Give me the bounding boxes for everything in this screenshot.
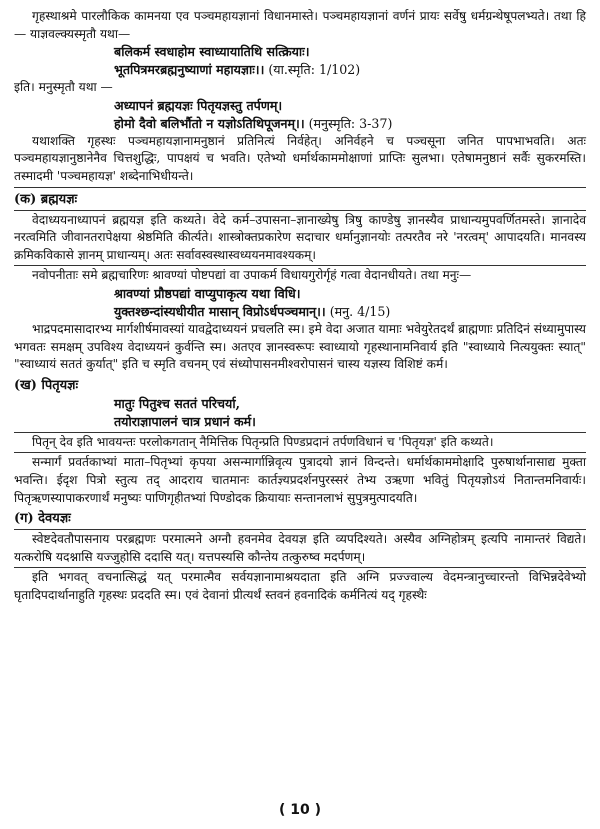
section-heading-pitruyajna: (ख) पितृयज्ञः: [14, 377, 79, 393]
verse-yajnavalkya: [114, 43, 586, 79]
paragraph-bhagavat: इति भगवत् वचनात्सिद्धं यत् परमात्मैव सर्वयज्ञानामाश्रयदाता इति अग्नि प्रज्ज्वाल्य वेदमन्त्रानुच्चारन्तो विभिन्नदेवेभ्यो घृतादिपदार्थानाहुति गृहस्थः प्रददति स्म। एवं देवानां प्रीत्यर्थं स्तवनं हवनादिकं कर्मनित्यं यद् गृहस्थैः: [14, 570, 586, 602]
divider: [14, 529, 586, 530]
verse-manu: [114, 97, 586, 133]
verse-reference: (मनुस्मृति: 3-37): [304, 115, 393, 131]
paragraph-sanmarga: सन्मार्गं प्रवर्तकाभ्यां माता–पितृभ्यां कृपया असन्मार्गान्निवृत्य पुत्रादयो ज्ञानं विन्दन्ते। धर्मार्थकाममोक्षादि पुरुषार्थानासाद्य मुक्ता भवन्ति। ईदृश पित्रो स्तुत्य तद् आदराय चातमानः कार्तज्ञ्यप्रदर्शनपुरस्सरं तेभ्य उऋणा भवितुं पितृयज्ञोऽयं नितान्तमनिवार्यः। पितृऋणस्यापाकरणार्थं मनुष्यः पाणिगृहीतभ्यां पिण्डोदक क्रियायाः सन्तानलाभं सुपुत्रमुत्पादयति।: [14, 455, 586, 505]
paragraph-navopanita: नवोपनीताः समे ब्रह्मचारिणः श्रावण्यां पोष्टपद्यां वा उपाकर्म विधायगुरोर्गृहं गत्वा वेदानधीयते। तथा मनुः—: [32, 268, 472, 283]
paragraph-devayajna: स्वेष्टदेवतौपासनाय परब्रह्मणः परमात्मने अग्नौ हवनमेव देवयज्ञ इति व्यपदिश्यते। अस्यैव अग्निहोत्रम् इत्यपि नामान्तरं विद्यते। यत्करोषि यदश्नासि यज्जुहोसि ददासि यत्। यत्तपस्यसि कौन्तेय तत्कुरुष्व मदर्पणम्।: [14, 532, 586, 564]
paragraph-manu-intro: इति। मनुस्मृतौ यथा —: [14, 80, 113, 95]
verse-reference: (या.स्मृति: 1/102): [264, 62, 361, 78]
section-heading-devayajna: (ग) देवयज्ञः: [14, 511, 71, 527]
verse-line: तयोराज्ञापालनं चात्र प्रधानं कर्म।: [114, 413, 256, 429]
verse-text: युक्तश्छन्दांस्यधीयीत मासान् विप्रोऽर्धपञ्चमान्।।: [114, 303, 326, 319]
paragraph-yathashakti: यथाशक्ति गृहस्थः पञ्चमहायज्ञानामनुष्ठानं प्रतिनित्यं निर्वहेत्। अनिर्वहने च पञ्चसूना जनित पापभाभवति। अतः पञ्चमहायज्ञानुष्ठानेनैव चित्तशुद्धिः, पापक्षयं च भवति। एतेभ्यो धर्मार्थकाममोक्षाणां प्राप्तिः सुलभा। एतेषामनुष्ठानं सर्वैः सुकरमस्ति। तस्मादमी 'पञ्चमहायज्ञ' शब्देनाभिधीयन्ते।: [14, 133, 586, 183]
page-number: ( 10 ): [278, 802, 322, 818]
divider: [14, 432, 586, 433]
verse-line: अध्यापनं ब्रह्मयज्ञः पितृयज्ञस्तु तर्पणम्।: [114, 97, 283, 113]
divider: [14, 187, 586, 188]
verse-reference: (मनु. 4/15): [325, 303, 391, 319]
verse-text: भूतपित्रमरब्रह्मनुष्याणां महायज्ञाः।।: [114, 62, 265, 78]
verse-text: होमो दैवो बलिर्भौतो न यज्ञोऽतिथिपूजनम्।।: [114, 115, 305, 131]
paragraph-pitrun: पितृन् देव इति भावयन्तः परलोकगतान् नैमित्तिक पितृन्प्रति पिण्डप्रदानं तर्पणविधानं च 'पितृयज्ञ' इति कथ्यते।: [32, 434, 494, 449]
divider: [14, 210, 586, 211]
divider: [14, 452, 586, 453]
document-page: [14, 8, 586, 604]
verse-shravanyam: [114, 285, 586, 321]
paragraph-brahmayajna: वेदाध्ययनाध्यापनं ब्रह्मयज्ञ इति कथ्यते। वेदे कर्म–उपासना–ज्ञानाख्येषु त्रिषु काण्डेषु ज्ञानस्यैव प्राधान्यमुपवर्णितमस्ते। ज्ञानादेव नरत्वमिति जीवानतरापेक्षया श्रेष्ठमिति कीर्त्यते। शास्त्रोक्तप्रकारेण सदाचार धर्मानुज्ञानयोः तत्परतैव नरे 'नरत्वम्' आपादयति। मानवस्य क्रमिकविकासे ज्ञानम् प्राधान्यम्। अतः सर्वावस्वस्थास्वध्ययनमावश्यकम्।: [14, 212, 586, 262]
divider: [14, 265, 586, 266]
verse-line: [114, 303, 586, 321]
paragraph-intro: गृहस्थाश्रमे पारलौकिक कामनया एव पञ्चमहायज्ञानां विधानमास्ते। पञ्चमहायज्ञानां वर्णनं प्रायः सर्वेषु धर्मग्रन्थेषूपलभ्यते। तथा हि — याज्ञवल्क्यस्मृतौ यथा—: [14, 9, 586, 41]
verse-line: [114, 61, 586, 79]
verse-line: [114, 115, 586, 133]
paragraph-bhadrapada: भाद्रपदमासादारभ्य मार्गशीर्षमावस्यां यावद्वेदाध्ययनं प्रचलति स्म। इमे वेदा अजात यामाः भवेयुरेतदर्थं ब्राह्मणाः प्रतिदिनं संध्यामुपास्य भगवतः समक्षम् उपविश्य वेदाध्ययनं कुर्वन्ति स्म। अतएव ज्ञानस्वरूपः स्वाध्यायो गृहस्थानामनिवार्य इति "स्वाध्याये नित्ययुक्तः स्यात्" "स्वाध्यायं सततं कुर्यात्" इति च स्मृति वचनम् एवं संध्योपासनमीश्वरोपासनं चास्य यज्ञस्य विशिष्टं कर्म।: [14, 321, 586, 372]
verse-line: मातुः पितुश्च सततं परिचर्या,: [114, 395, 240, 411]
verse-line: श्रावण्यां प्रौष्ठपद्यां वाप्युपाकृत्य यथा विधि।: [114, 285, 301, 301]
section-heading-brahmayajna: (क) ब्रह्मयज्ञः: [14, 191, 78, 207]
verse-line: बलिकर्म स्वधाहोम स्वाध्यायातिथि सत्क्रियाः।: [114, 44, 310, 60]
divider: [14, 567, 586, 568]
verse-matuh: [114, 395, 586, 431]
